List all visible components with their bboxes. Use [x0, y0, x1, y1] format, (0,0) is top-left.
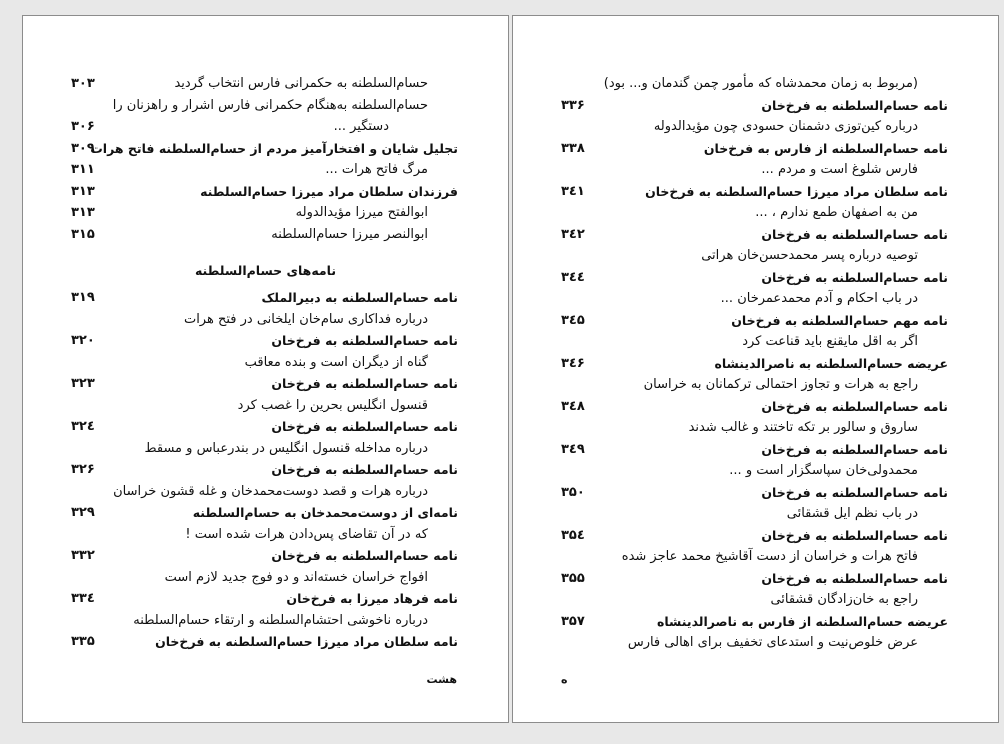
entry-description: قنسول انگلیس بحرین را غصب کرد	[237, 397, 428, 413]
toc-entry	[23, 459, 508, 481]
entry-page-number: ۳۱۳	[71, 183, 95, 199]
toc-entry	[23, 224, 508, 246]
entry-page-number: ۳۵۷	[561, 613, 585, 629]
toc-entry	[23, 502, 508, 524]
entry-title: نامه حسام‌السلطنه به فرخ‌خان	[761, 441, 948, 457]
toc-entry	[513, 159, 998, 181]
entry-page-number: ۳۲۹	[71, 505, 95, 520]
entry-page-number: ۳۰۳	[71, 76, 95, 91]
toc-entry	[513, 396, 998, 418]
toc-entry	[23, 330, 508, 352]
entry-description: توصیه درباره پسر محمدحسن‌خان هراتی	[701, 248, 918, 263]
entry-title: نامه حسام‌السلطنه از فارس به فرخ‌خان	[703, 140, 948, 156]
toc-entry	[23, 610, 508, 632]
entry-page-number: ۳۳۵	[71, 634, 95, 649]
toc-entry	[23, 73, 508, 95]
toc-list	[23, 73, 508, 653]
toc-entry	[23, 524, 508, 546]
entry-title: نامه حسام‌السلطنه به فرخ‌خان	[271, 548, 458, 563]
toc-entry	[23, 631, 508, 653]
entry-page-number: ۳۵۰	[561, 484, 585, 500]
toc-entry	[23, 481, 508, 503]
entry-title: عریضه حسام‌السلطنه از فارس به ناصرالدینشاه	[656, 613, 948, 629]
entry-title: نامه مهم حسام‌السلطنه به فرخ‌خان	[731, 312, 948, 328]
toc-entry	[513, 525, 998, 547]
entry-title: نامه حسام‌السلطنه به فرخ‌خان	[271, 333, 458, 348]
toc-entry	[513, 439, 998, 461]
toc-entry	[513, 116, 998, 138]
entry-page-number: ۳٤۲	[561, 226, 585, 242]
toc-entry	[513, 632, 998, 654]
toc-entry	[23, 373, 508, 395]
entry-page-number: ۳۰۶	[71, 119, 95, 134]
entry-page-number: ۳۱۳	[71, 205, 95, 220]
entry-title: نامه حسام‌السلطنه به فرخ‌خان	[271, 376, 458, 391]
entry-title: نامه‌ای از دوست‌محمدخان به حسام‌السلطنه	[192, 505, 458, 520]
toc-entry	[513, 331, 998, 353]
toc-entry	[513, 374, 998, 396]
entry-description: مرگ فاتح هرات ...	[325, 162, 428, 177]
toc-entry	[23, 395, 508, 417]
toc-entry	[513, 73, 998, 95]
toc-entry	[513, 460, 998, 482]
toc-entry	[513, 288, 998, 310]
entry-page-number: ۳۲٤	[71, 419, 95, 434]
entry-description: که در آن تقاضای پس‌دادن هرات شده است !	[185, 526, 428, 542]
entry-description: عرض خلوص‌نیت و استدعای تخفیف برای اهالی فارس	[627, 635, 918, 650]
entry-page-number: ۳۰۹	[71, 140, 95, 156]
entry-page-number: ۳۵۵	[561, 570, 585, 586]
entry-description: حسام‌السلطنه به حکمرانی فارس انتخاب گردید	[174, 76, 428, 91]
entry-page-number: ۳۱۵	[71, 226, 95, 242]
toc-entry	[23, 95, 508, 117]
entry-page-number: ۳۲۳	[71, 376, 95, 391]
entry-description: فارس شلوغ است و مردم ...	[761, 162, 918, 177]
page-footer-number: هشت	[426, 673, 457, 686]
entry-description: ساروق و سالور بر تکه تاختند و غالب شدند	[688, 420, 918, 435]
entry-description: درباره مداخله قنسول انگلیس در بندرعباس و مسقط	[144, 440, 428, 456]
toc-entry	[23, 138, 508, 160]
entry-description: دستگیر ...	[333, 119, 389, 134]
toc-entry	[513, 224, 998, 246]
toc-entry	[513, 310, 998, 332]
toc-entry	[513, 95, 998, 117]
toc-entry	[23, 116, 508, 138]
toc-entry	[513, 417, 998, 439]
left-page	[22, 15, 509, 723]
entry-title: نامه سلطان مراد میرزا حسام‌السلطنه به فرخ‌خان	[645, 183, 948, 199]
entry-description: اگر به اقل مایقنع باید قناعت کرد	[742, 334, 918, 349]
entry-title: نامه حسام‌السلطنه به فرخ‌خان	[761, 226, 948, 242]
toc-entry	[513, 267, 998, 289]
toc-entry	[23, 588, 508, 610]
toc-entry	[513, 546, 998, 568]
entry-description: افواج خراسان خسته‌اند و دو فوج جدید لازم است	[164, 569, 428, 585]
toc-entry	[513, 568, 998, 590]
entry-page-number: ۳۲۰	[71, 333, 95, 348]
entry-description: ابوالفتح میرزا مؤیدالدوله	[295, 205, 428, 220]
toc-entry	[23, 567, 508, 589]
entry-description: راجع به خان‌زادگان قشقائی	[770, 592, 918, 607]
entry-description: در باب نظم ایل قشقائی	[786, 506, 918, 521]
toc-entry	[513, 503, 998, 525]
entry-page-number: ۳۳٤	[71, 591, 95, 606]
entry-page-number: ۳٤۶	[561, 355, 585, 371]
entry-description: راجع به هرات و تجاوز احتمالی ترکمانان به خراسان	[643, 377, 918, 392]
entry-title: فرزندان سلطان مراد میرزا حسام‌السلطنه	[200, 183, 458, 199]
entry-page-number: ۳٤۵	[561, 312, 585, 328]
toc-entry	[23, 438, 508, 460]
toc-entry	[23, 309, 508, 331]
entry-page-number: ۳۳۲	[71, 548, 95, 563]
entry-title: تجلیل شایان و افتخارآمیز مردم از حسام‌السلطنه فاتح هرات	[90, 140, 458, 156]
page-footer-number: ه	[561, 673, 568, 686]
toc-entry	[23, 287, 508, 309]
entry-description: درباره فداکاری سام‌خان ایلخانی در فتح هرات	[183, 311, 428, 327]
entry-page-number: ۳٤۸	[561, 398, 585, 414]
entry-description: درباره کین‌توزی دشمنان حسودی چون مؤیدالدوله	[653, 119, 918, 134]
toc-entry	[513, 589, 998, 611]
entry-description: در باب احکام و آدم محمدعمرخان ...	[720, 291, 918, 306]
entry-title: نامه حسام‌السلطنه به فرخ‌خان	[761, 398, 948, 414]
toc-entry	[23, 545, 508, 567]
toc-entry	[513, 138, 998, 160]
entry-title: نامه حسام‌السلطنه به فرخ‌خان	[761, 97, 948, 113]
toc-entry	[513, 202, 998, 224]
toc-entry	[513, 482, 998, 504]
toc-entry	[513, 353, 998, 375]
entry-description: فاتح هرات و خراسان از دست آقاشیخ محمد عاجز شده	[621, 549, 918, 564]
toc-entry	[513, 245, 998, 267]
entry-title: نامه حسام‌السلطنه به فرخ‌خان	[761, 527, 948, 543]
entry-page-number: ۳۳۸	[561, 140, 585, 156]
entry-page-number: ۳٤۹	[561, 441, 585, 457]
entry-title: نامه حسام‌السلطنه به فرخ‌خان	[271, 462, 458, 477]
entry-page-number: ۳۱۱	[71, 162, 95, 177]
entry-page-number: ۳۲۶	[71, 462, 95, 477]
toc-entry	[23, 202, 508, 224]
entry-page-number: ۳٤٤	[561, 269, 585, 285]
toc-entry	[23, 181, 508, 203]
toc-entry	[23, 159, 508, 181]
toc-list	[513, 73, 998, 654]
entry-page-number: ۳٤۱	[561, 183, 585, 199]
toc-entry	[513, 611, 998, 633]
entry-title: نامه حسام‌السلطنه به فرخ‌خان	[761, 269, 948, 285]
entry-title: نامه حسام‌السلطنه به فرخ‌خان	[761, 484, 948, 500]
entry-title: نامه حسام‌السلطنه به فرخ‌خان	[271, 419, 458, 434]
section-heading: نامه‌های حسام‌السلطنه	[194, 263, 337, 278]
toc-entry	[23, 416, 508, 438]
entry-description: درباره هرات و قصد دوست‌محمدخان و غله قشون خراسان	[113, 483, 428, 499]
toc-entry	[513, 181, 998, 203]
entry-description: من به اصفهان طمع ندارم ، ...	[755, 205, 918, 220]
entry-page-number: ۳۱۹	[71, 290, 95, 305]
entry-title: نامه حسام‌السلطنه به دبیرالملک	[261, 290, 458, 305]
toc-entry	[23, 352, 508, 374]
entry-title: نامه فرهاد میرزا به فرخ‌خان	[286, 591, 458, 606]
entry-description: ابوالنصر میرزا حسام‌السلطنه	[271, 226, 428, 242]
entry-title: نامه سلطان مراد میرزا حسام‌السلطنه به فرخ‌خان	[155, 634, 458, 649]
entry-description: (مربوط به زمان محمدشاه که مأمور چمن گندمان و... بود)	[603, 76, 918, 91]
entry-page-number: ۳۳۶	[561, 97, 585, 113]
entry-description: گناه از دیگران است و بنده معاقب	[244, 354, 428, 370]
entry-description: محمدولی‌خان سپاسگزار است و ...	[729, 463, 918, 478]
right-page	[512, 15, 999, 723]
entry-title: عریضه حسام‌السلطنه به ناصرالدینشاه	[714, 355, 948, 371]
entry-description: حسام‌السلطنه به‌هنگام حکمرانی فارس اشرار و راهزنان را	[112, 97, 428, 113]
entry-title: نامه حسام‌السلطنه به فرخ‌خان	[761, 570, 948, 586]
entry-description: درباره ناخوشی احتشام‌السلطنه و ارتقاء حسام‌السلطنه	[133, 612, 428, 628]
entry-page-number: ۳۵٤	[561, 527, 585, 543]
